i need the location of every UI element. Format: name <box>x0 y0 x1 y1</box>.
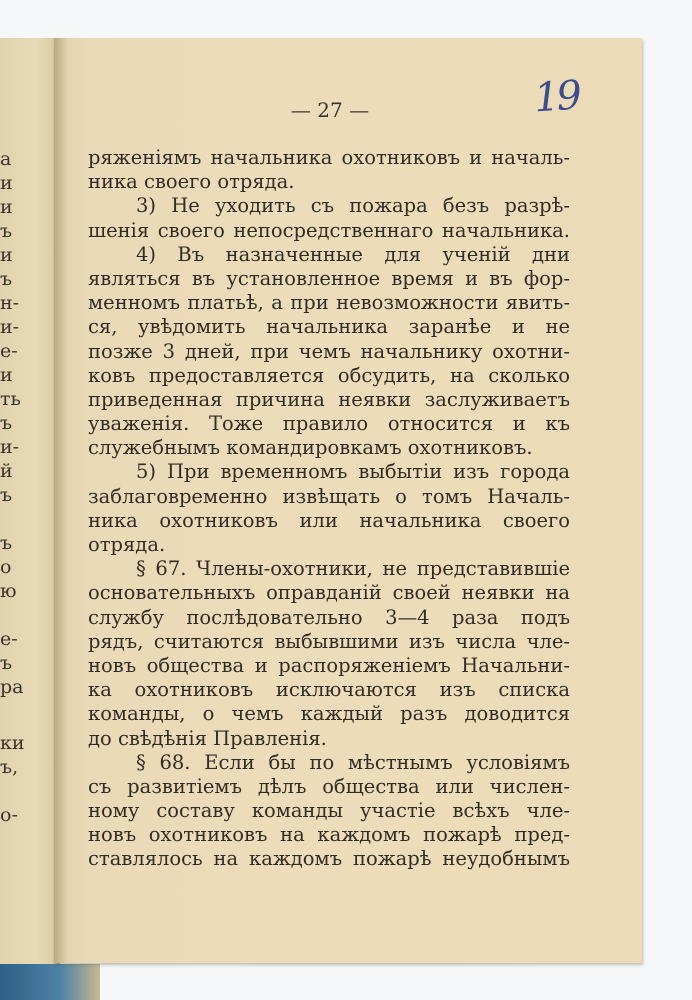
text-line: менномъ платьѣ, а при невозможности явить- <box>88 291 570 315</box>
text-line: позже 3 дней, при чемъ начальнику охотни- <box>88 339 570 363</box>
left-page-fragment: н- <box>0 292 20 314</box>
page-body <box>88 146 570 872</box>
text-line: приведенная причина неявки заслуживаетъ <box>88 387 570 411</box>
left-page-edge <box>0 38 60 970</box>
left-page-fragment: ъ <box>0 484 13 506</box>
left-page-fragment: а <box>0 148 12 170</box>
text-line: ставлялось на каждомъ пожарѣ неудобнымъ <box>88 847 570 871</box>
text-line: ника охотниковъ или начальника своего <box>88 508 570 532</box>
text-line: ника своего отряда. <box>88 170 295 194</box>
page-gutter-shadow <box>54 38 68 963</box>
left-page-fragment: и <box>0 196 13 218</box>
text-line: заблаговременно извѣщать о томъ Началь- <box>88 484 570 508</box>
text-line: съ развитіемъ дѣлъ общества или числен- <box>88 774 570 798</box>
paragraph <box>88 751 570 872</box>
left-page-fragment: о- <box>0 804 18 826</box>
text-line: новъ охотниковъ на каждомъ пожарѣ пред- <box>88 823 570 847</box>
text-line: 3) Не уходить съ пожара безъ разрѣ- <box>136 194 570 218</box>
text-line: ка охотниковъ исключаются изъ списка <box>88 678 570 702</box>
left-page-fragment: ъ <box>0 652 13 674</box>
left-page-fragment: и <box>0 244 13 266</box>
left-page-fragment: е- <box>0 340 18 362</box>
left-page-fragment: ъ, <box>0 756 19 778</box>
text-line: шенія своего непосредственнаго начальника. <box>88 218 570 242</box>
left-page-fragment: ъ <box>0 532 13 554</box>
text-line: основательныхъ оправданій своей неявки на <box>88 581 570 605</box>
text-line: до свѣдѣнія Правленія. <box>88 726 327 750</box>
page-number-text: — 27 — <box>290 98 370 122</box>
text-line: рядъ, считаются выбывшими изъ числа чле- <box>88 629 570 653</box>
text-line: являться въ установленное время и въ фор- <box>88 266 570 290</box>
left-page-fragment: ю <box>0 580 17 602</box>
left-page-fragment: ъ <box>0 268 13 290</box>
left-page-fragment: и <box>0 172 13 194</box>
text-line: ному составу команды участіе всѣхъ чле- <box>88 799 570 823</box>
book-page <box>54 38 642 963</box>
left-page-fragment: ъ <box>0 412 13 434</box>
text-line: ряженіямъ начальника охотниковъ и началь- <box>88 146 570 169</box>
text-line: ковъ предоставляется обсудить, на сколько <box>88 363 570 387</box>
left-page-fragment: е- <box>0 628 18 650</box>
text-line: § 67. Члены-охотники, не представившіе <box>136 557 570 581</box>
left-page-fragment: ра <box>0 676 24 698</box>
text-line: команды, о чемъ каждый разъ доводится <box>88 702 570 726</box>
text-line: ся, увѣдомить начальника заранѣе и не <box>88 315 570 339</box>
text-line: службу послѣдовательно 3—4 раза подъ <box>88 605 570 629</box>
left-page-fragment: ть <box>0 388 21 410</box>
left-page-fragment: и <box>0 364 13 386</box>
text-line: § 68. Если бы по мѣстнымъ условіямъ <box>136 750 570 774</box>
left-page-fragment: ъ <box>0 220 13 242</box>
paragraph <box>88 146 570 194</box>
paragraph <box>88 460 570 557</box>
text-line: 4) Въ назначенные для ученій дни <box>136 242 570 266</box>
text-line: отряда. <box>88 533 166 556</box>
left-page-fragment: о <box>0 556 12 578</box>
paragraph <box>88 194 570 242</box>
book-cover-strip <box>0 964 100 1000</box>
left-page-fragment: и- <box>0 436 20 458</box>
text-line: новъ общества и распоряженіемъ Начальни- <box>88 653 570 677</box>
left-page-fragment: и- <box>0 316 20 338</box>
left-page-fragment: ки <box>0 732 25 754</box>
text-line: 5) При временномъ выбытіи изъ города <box>136 460 570 484</box>
handwritten-folio-number: 19 <box>532 72 581 122</box>
paragraph <box>88 557 570 751</box>
paragraph <box>88 243 570 461</box>
text-line: служебнымъ командировкамъ охотниковъ. <box>88 436 533 460</box>
text-line: уваженія. Тоже правило относится и къ <box>88 412 570 436</box>
left-page-fragment: й <box>0 460 13 482</box>
